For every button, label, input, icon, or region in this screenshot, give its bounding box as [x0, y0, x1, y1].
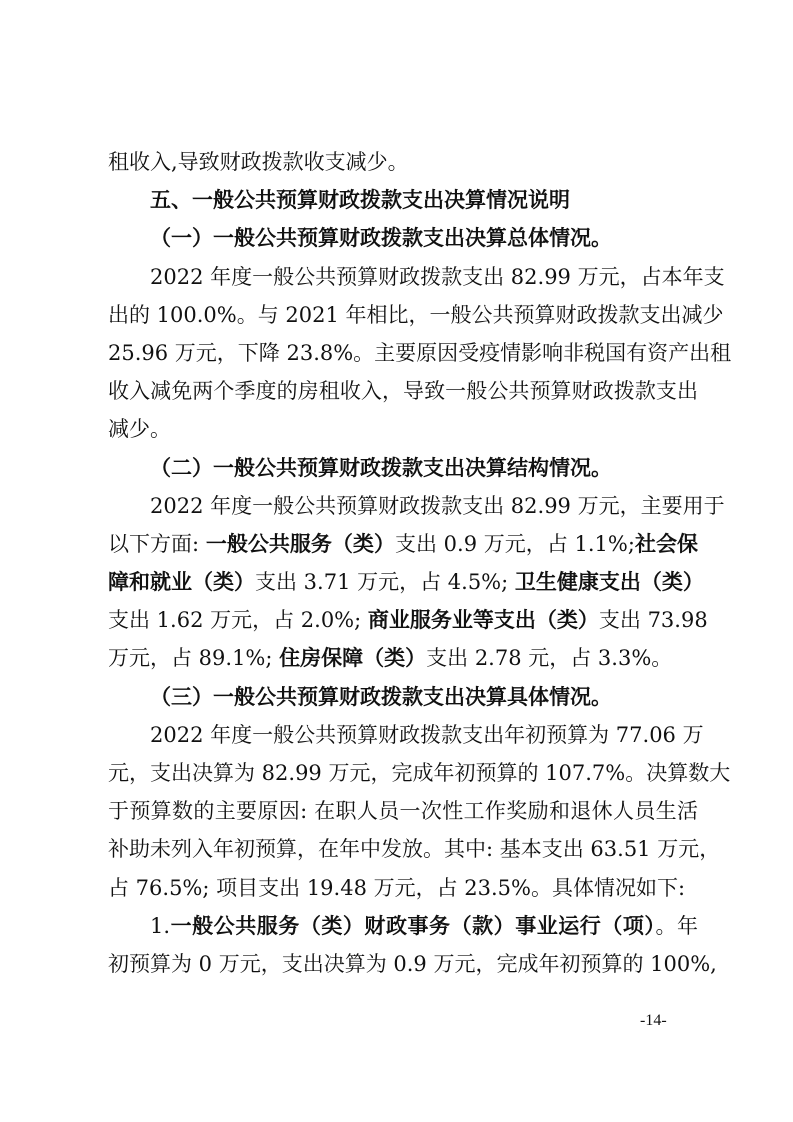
text-line	[108, 830, 721, 868]
text-line	[108, 410, 698, 448]
text: 2022 年度一般公共预算财政拨款支出 82.99 万元，主要用于	[150, 493, 725, 518]
text: 万元，占 89.1%;	[108, 646, 280, 671]
paragraph	[108, 487, 725, 678]
paragraph	[108, 258, 732, 449]
text-line	[108, 258, 725, 296]
text: 于预算数的主要原因: 在职人员一次性工作奖励和退休人员生活	[108, 799, 698, 824]
document-body	[108, 143, 732, 983]
text: （二）一般公共预算财政拨款支出决算结构情况。	[150, 454, 612, 480]
text-line	[108, 449, 698, 487]
text-line	[108, 754, 731, 792]
text-line	[108, 716, 704, 754]
text: 初预算为 0 万元，支出决算为 0.9 万元，完成年初预算的 100%,	[108, 951, 717, 976]
paragraph	[108, 716, 731, 907]
text: 五、一般公共预算财政拨款支出决算情况说明	[150, 187, 570, 213]
text: 2022 年度一般公共预算财政拨款支出 82.99 万元，占本年支	[150, 264, 725, 289]
text: 以下方面:	[108, 531, 206, 556]
text-line	[108, 296, 724, 334]
bold-text: 住房保障（类）	[279, 645, 427, 671]
text-line	[108, 372, 698, 410]
text: 元，支出决算为 82.99 万元，完成年初预算的 107.7%。决算数大	[108, 761, 731, 785]
text: （一）一般公共预算财政拨款支出决算总体情况。	[150, 225, 612, 251]
text-line	[108, 334, 732, 372]
text: 支出 3.71 万元，占 4.5%;	[255, 570, 515, 595]
bold-text: 卫生健康支出（类）	[514, 569, 704, 595]
text-line	[108, 525, 698, 563]
bold-text: 一般公共服务（类）	[205, 530, 395, 556]
text: 减少。	[108, 417, 171, 442]
text-line	[108, 601, 708, 639]
section-heading	[108, 181, 698, 219]
text: 租收入,导致财政拨款收支减少。	[108, 150, 409, 174]
bold-text: 社会保	[634, 530, 698, 556]
bold-text: 商业服务业等支出（类）	[367, 607, 599, 633]
bold-text: 障和就业（类）	[108, 569, 255, 595]
text: （三）一般公共预算财政拨款支出决算具体情况。	[150, 683, 612, 709]
text: 支出 1.62 万元，占 2.0%;	[108, 608, 368, 633]
text: 占 76.5%; 项目支出 19.48 万元，占 23.5%。具体情况如下:	[108, 875, 686, 900]
text: 支出 0.9 万元，占 1.1%;	[394, 531, 635, 556]
paragraph	[108, 907, 717, 983]
text: 25.96 万元，下降 23.8%。主要原因受疫情影响非税国有资产出租	[108, 340, 732, 365]
section-heading	[108, 219, 698, 257]
text-line	[108, 181, 698, 219]
text-line	[108, 792, 698, 830]
text: 收入减免两个季度的房租收入，导致一般公共预算财政拨款支出	[108, 379, 698, 404]
text-line	[108, 678, 698, 716]
text-line	[108, 219, 698, 257]
text: 2022 年度一般公共预算财政拨款支出年初预算为 77.06 万	[150, 722, 704, 747]
section-heading	[108, 449, 698, 487]
paragraph	[108, 143, 698, 181]
text-line	[108, 487, 725, 525]
text: 。年	[655, 913, 699, 938]
text: 补助未列入年初预算，在年中发放。其中: 基本支出 63.51 万元，	[108, 837, 721, 862]
text: 支出 2.78 元，占 3.3%。	[426, 646, 673, 671]
section-heading	[108, 678, 698, 716]
bold-text: 一般公共服务（类）财政事务（款）事业运行（项）	[170, 912, 656, 938]
text-line	[108, 907, 698, 945]
page-number: -14-	[640, 1012, 667, 1029]
text-line	[108, 639, 698, 677]
text-line	[108, 563, 704, 601]
text-line	[108, 945, 717, 983]
text: 1.	[150, 913, 171, 938]
text: 出的 100.0%。与 2021 年相比，一般公共预算财政拨款支出减少	[108, 302, 724, 327]
text-line	[108, 143, 698, 181]
text: 支出 73.98	[598, 608, 708, 633]
text-line	[108, 869, 698, 907]
